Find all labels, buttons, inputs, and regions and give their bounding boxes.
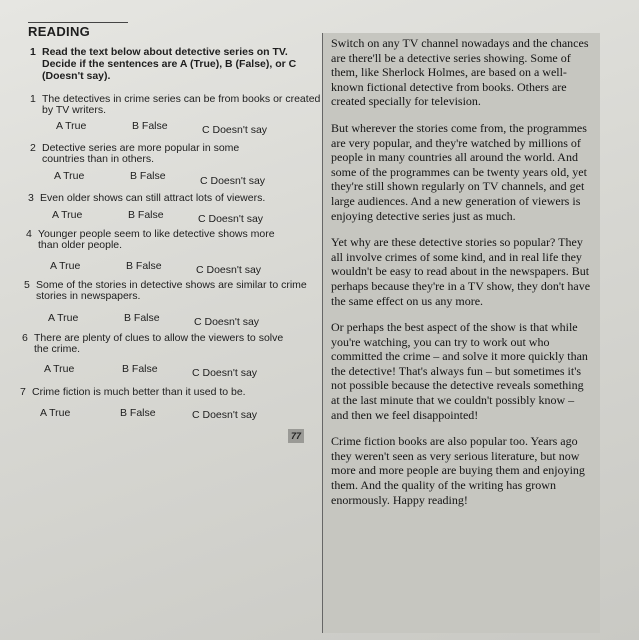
option-a[interactable]: A True <box>50 260 81 272</box>
option-a[interactable]: A True <box>56 120 87 132</box>
option-a[interactable]: A True <box>40 407 71 419</box>
reading-exercise <box>20 22 328 421</box>
question-number: 3 <box>28 192 34 204</box>
option-b[interactable]: B False <box>120 407 156 419</box>
page-number: 77 <box>288 429 304 443</box>
question-text: Younger people seem to like detective shows more than older people. <box>38 228 275 251</box>
question-1 <box>30 93 324 116</box>
question-number: 7 <box>20 386 26 398</box>
question-text: The detectives in crime series can be from books or created by TV writers. <box>42 93 321 116</box>
instruction-number: 1 <box>30 46 36 58</box>
question-number: 4 <box>26 228 32 240</box>
instruction-text: Read the text below about detective series on TV. Decide if the sentences are A (True), B (False), or C (Doesn't say). <box>42 46 297 82</box>
question-text: Some of the stories in detective shows are similar to crime stories in newspapers. <box>36 279 307 302</box>
question-text: There are plenty of clues to allow the viewers to solve the crime. <box>34 332 284 355</box>
option-c[interactable]: C Doesn't say <box>200 175 266 187</box>
question-number: 2 <box>30 142 36 154</box>
option-b[interactable]: B False <box>128 209 164 221</box>
question-7 <box>20 386 314 398</box>
section-title: READING <box>28 22 128 39</box>
article-paragraph-2: But wherever the stories come from, the programmes are very popular, and they're watched by millions of people in many countries all around the world. And some of the programmes can be twenty years old, yet they're still shown regularly on TV channels, and get large audiences. And a new generation of viewers is enjoying detective series just as much. <box>331 120 587 223</box>
option-b[interactable]: B False <box>132 120 168 132</box>
question-number: 6 <box>22 332 28 344</box>
question-5 <box>24 279 314 302</box>
question-3 <box>28 192 322 204</box>
question-text: Detective series are more popular in some countries than in others. <box>42 142 240 165</box>
article-paragraph-3: Yet why are these detective stories so popular? They all involve crimes of some kind, and in real life they wouldn't be easy to read about in the newspapers. But perhaps because they're in a TV show, they don't have the same effect on us any more. <box>331 235 591 308</box>
question-2 <box>30 142 282 165</box>
article-paragraph-1: Switch on any TV channel nowadays and the chances are there'll be a detective series showing. Some of them, like Sherlock Holmes, are based on a well-known fictional detective from books. Others are created specially for television. <box>331 36 589 109</box>
option-b[interactable]: B False <box>130 170 166 182</box>
option-c[interactable]: C Doesn't say <box>192 367 258 379</box>
question-4 <box>26 228 293 251</box>
option-c[interactable]: C Doesn't say <box>196 264 262 276</box>
question-text: Even older shows can still attract lots of viewers. <box>40 192 266 204</box>
option-c[interactable]: C Doesn't say <box>194 316 260 328</box>
article-paragraph-4: Or perhaps the best aspect of the show is that while you're watching, you can try to work out who committed the crime – and solve it more quickly than the detective! That's always fun – but sometimes it's not possible because the detective reveals something at the last minute that we couldn't possibly know – and then we feel disappointed! <box>331 320 588 422</box>
option-a[interactable]: A True <box>44 363 75 375</box>
exercise-instruction <box>30 46 324 82</box>
option-c[interactable]: C Doesn't say <box>198 213 264 225</box>
option-b[interactable]: B False <box>126 260 162 272</box>
option-c[interactable]: C Doesn't say <box>202 124 268 136</box>
option-b[interactable]: B False <box>124 312 160 324</box>
article-paragraph-5: Crime fiction books are also popular too. Years ago they weren't seen as very serious literature, but now more and more people are buying them and enjoying them. And the quality of the writing has grown enormously. Happy reading! <box>331 434 585 507</box>
option-c[interactable]: C Doesn't say <box>192 409 258 421</box>
option-a[interactable]: A True <box>48 312 79 324</box>
option-b[interactable]: B False <box>122 363 158 375</box>
option-a[interactable]: A True <box>52 209 83 221</box>
question-number: 5 <box>24 279 30 291</box>
article-text-box <box>322 33 600 633</box>
question-6 <box>22 332 296 355</box>
question-text: Crime fiction is much better than it used to be. <box>32 386 246 398</box>
option-a[interactable]: A True <box>54 170 85 182</box>
question-number: 1 <box>30 93 36 105</box>
